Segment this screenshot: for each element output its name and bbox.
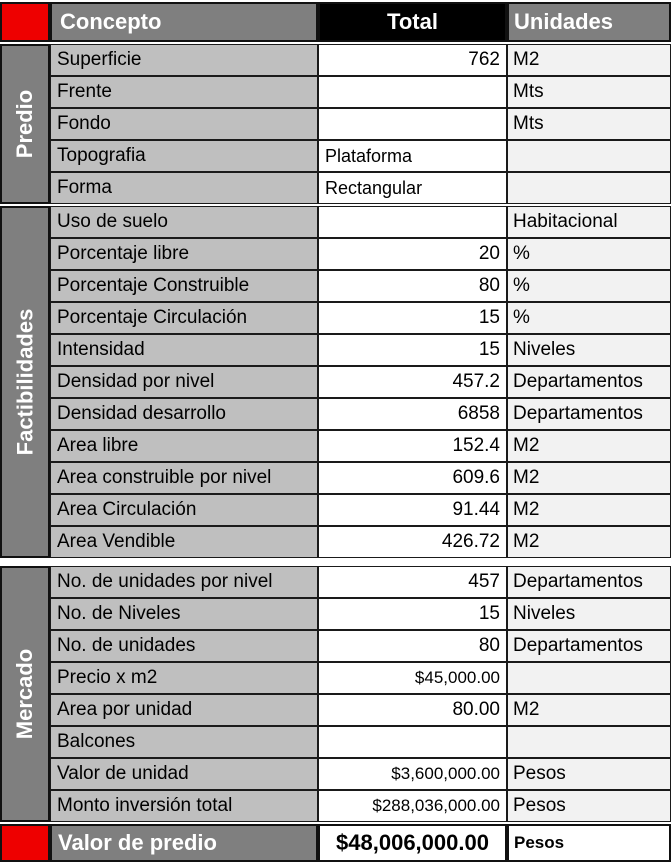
total-cell[interactable] <box>318 726 507 758</box>
unidad-cell[interactable]: Departamentos <box>507 566 671 598</box>
total-cell[interactable]: 457.2 <box>318 366 507 398</box>
concepto-cell[interactable]: Uso de suelo <box>50 206 318 238</box>
footer-red-marker <box>0 824 50 862</box>
section-label-text: Predio <box>12 89 37 159</box>
total-cell[interactable]: 80 <box>318 630 507 662</box>
concepto-cell[interactable]: Superficie <box>50 44 318 76</box>
unidad-cell[interactable]: M2 <box>507 44 671 76</box>
concepto-cell[interactable]: Monto inversión total <box>50 790 318 822</box>
total-cell[interactable]: 15 <box>318 334 507 366</box>
unidad-cell[interactable] <box>507 172 671 204</box>
unidad-cell[interactable]: Pesos <box>507 790 671 822</box>
total-cell[interactable]: $288,036,000.00 <box>318 790 507 822</box>
concepto-cell[interactable]: Forma <box>50 172 318 204</box>
header-red-marker <box>0 2 50 42</box>
total-cell[interactable]: Plataforma <box>318 140 507 172</box>
concepto-cell[interactable]: Area construible por nivel <box>50 462 318 494</box>
section-label-text: Mercado <box>12 648 38 740</box>
concepto-cell[interactable]: Area libre <box>50 430 318 462</box>
concepto-cell[interactable]: Fondo <box>50 108 318 140</box>
concepto-cell[interactable]: No. de Niveles <box>50 598 318 630</box>
footer-label[interactable]: Valor de predio <box>50 824 318 862</box>
unidad-cell[interactable]: M2 <box>507 462 671 494</box>
footer-unit[interactable]: Pesos <box>507 824 671 862</box>
unidad-cell[interactable]: Mts <box>507 108 671 140</box>
concepto-cell[interactable]: No. de unidades por nivel <box>50 566 318 598</box>
total-cell[interactable] <box>318 76 507 108</box>
concepto-cell[interactable]: Area Circulación <box>50 494 318 526</box>
section-label-factibilidades <box>0 206 50 558</box>
unidad-cell[interactable]: Habitacional <box>507 206 671 238</box>
unidad-cell[interactable]: % <box>507 302 671 334</box>
total-cell[interactable] <box>318 108 507 140</box>
total-cell[interactable]: 15 <box>318 302 507 334</box>
concepto-cell[interactable]: Balcones <box>50 726 318 758</box>
total-cell[interactable]: Rectangular <box>318 172 507 204</box>
unidad-cell[interactable] <box>507 726 671 758</box>
concepto-cell[interactable]: Topografia <box>50 140 318 172</box>
concepto-cell[interactable]: Porcentaje Construible <box>50 270 318 302</box>
header-unidades[interactable]: Unidades <box>507 2 671 42</box>
concepto-cell[interactable]: Densidad por nivel <box>50 366 318 398</box>
unidad-cell[interactable]: Departamentos <box>507 398 671 430</box>
unidad-cell[interactable]: Pesos <box>507 758 671 790</box>
total-cell[interactable]: 457 <box>318 566 507 598</box>
unidad-cell[interactable]: % <box>507 238 671 270</box>
header-total[interactable]: Total <box>318 2 507 42</box>
header-concepto[interactable]: Concepto <box>50 2 318 42</box>
total-cell[interactable]: $45,000.00 <box>318 662 507 694</box>
section-label-text: Factibilidades <box>12 308 37 456</box>
concepto-cell[interactable]: Area por unidad <box>50 694 318 726</box>
section-label-predio <box>0 44 50 204</box>
unidad-cell[interactable] <box>507 662 671 694</box>
total-cell[interactable]: 6858 <box>318 398 507 430</box>
total-cell[interactable]: 91.44 <box>318 494 507 526</box>
total-cell[interactable]: 80 <box>318 270 507 302</box>
unidad-cell[interactable]: Departamentos <box>507 630 671 662</box>
unidad-cell[interactable]: M2 <box>507 494 671 526</box>
total-cell[interactable]: 426.72 <box>318 526 507 558</box>
unidad-cell[interactable]: M2 <box>507 694 671 726</box>
total-cell[interactable]: 762 <box>318 44 507 76</box>
concepto-cell[interactable]: Porcentaje libre <box>50 238 318 270</box>
unidad-cell[interactable]: Niveles <box>507 598 671 630</box>
total-cell[interactable] <box>318 206 507 238</box>
total-cell[interactable]: 80.00 <box>318 694 507 726</box>
unidad-cell[interactable]: M2 <box>507 526 671 558</box>
footer-total[interactable]: $48,006,000.00 <box>318 824 507 862</box>
concepto-cell[interactable]: Intensidad <box>50 334 318 366</box>
total-cell[interactable]: $3,600,000.00 <box>318 758 507 790</box>
section-label-mercado <box>0 566 50 822</box>
unidad-cell[interactable]: Mts <box>507 76 671 108</box>
concepto-cell[interactable]: Precio x m2 <box>50 662 318 694</box>
total-cell[interactable]: 609.6 <box>318 462 507 494</box>
total-cell[interactable]: 20 <box>318 238 507 270</box>
concepto-cell[interactable]: No. de unidades <box>50 630 318 662</box>
concepto-cell[interactable]: Area Vendible <box>50 526 318 558</box>
total-cell[interactable]: 15 <box>318 598 507 630</box>
concepto-cell[interactable]: Valor de unidad <box>50 758 318 790</box>
total-cell[interactable]: 152.4 <box>318 430 507 462</box>
unidad-cell[interactable]: M2 <box>507 430 671 462</box>
concepto-cell[interactable]: Frente <box>50 76 318 108</box>
concepto-cell[interactable]: Porcentaje Circulación <box>50 302 318 334</box>
unidad-cell[interactable]: Niveles <box>507 334 671 366</box>
unidad-cell[interactable] <box>507 140 671 172</box>
concepto-cell[interactable]: Densidad desarrollo <box>50 398 318 430</box>
unidad-cell[interactable]: Departamentos <box>507 366 671 398</box>
unidad-cell[interactable]: % <box>507 270 671 302</box>
